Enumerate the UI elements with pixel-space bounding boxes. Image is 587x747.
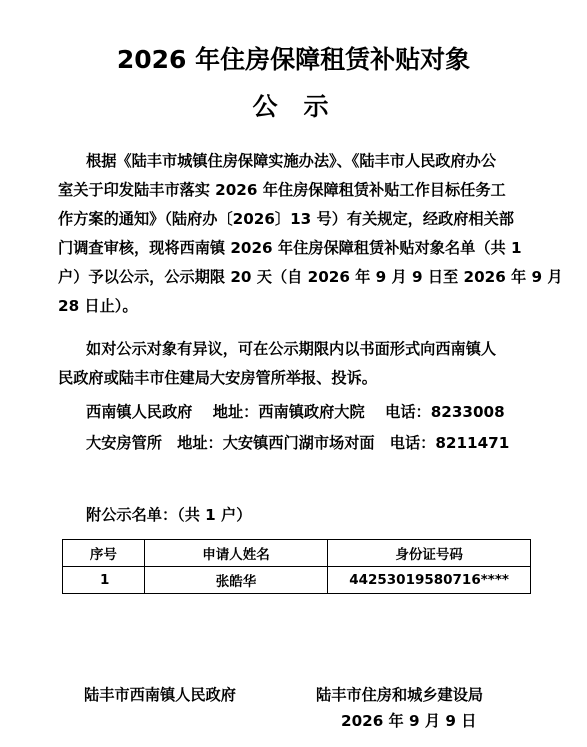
contact-line: 大安房管所 地址：大安镇西门湖市场对面 电话：8211471 (86, 434, 510, 452)
body-line: 根据《陆丰市城镇住房保障实施办法》、《陆丰市人民政府办公 (86, 152, 497, 170)
table-cell: 1 (63, 567, 145, 594)
body-line: 门调查审核，现将西南镇 2026 年住房保障租赁补贴对象名单（共 1 (58, 239, 522, 257)
table-header-row (63, 540, 531, 567)
body-line: 28 日止）。 (58, 297, 138, 315)
table-header-cell: 申请人姓名 (144, 540, 327, 567)
issuer-left: 陆丰市西南镇人民政府 (84, 686, 236, 704)
notice-subtitle: 公示 (252, 92, 355, 121)
table-header-cell: 身份证号码 (328, 540, 531, 567)
notice-title: 2026 年住房保障租赁补贴对象 (116, 45, 471, 74)
table-row (63, 567, 531, 594)
body-line: 民政府或陆丰市住建局大安房管所举报、投诉。 (58, 369, 377, 387)
body-line: 户）予以公示，公示期限 20 天（自 2026 年 9 月 9 日至 2026 年 9 月 (58, 268, 563, 286)
table-cell: 张皓华 (144, 567, 327, 594)
table-header-cell: 序号 (63, 540, 145, 567)
recipient-table (62, 539, 531, 594)
body-line: 室关于印发陆丰市落实 2026 年住房保障租赁补贴工作目标任务工 (58, 181, 506, 199)
attachment-label: 附公示名单：（共 1 户） (86, 506, 252, 524)
body-line: 如对公示对象有异议，可在公示期限内以书面形式向西南镇人 (86, 340, 497, 358)
body-line: 作方案的通知》（陆府办〔2026〕13 号）有关规定，经政府相关部 (58, 210, 514, 228)
table-cell: 44253019580716**** (328, 567, 531, 594)
issue-date: 2026 年 9 月 9 日 (341, 712, 477, 730)
issuer-right: 陆丰市住房和城乡建设局 (316, 686, 484, 704)
contact-line: 西南镇人民政府 地址：西南镇政府大院 电话：8233008 (86, 403, 505, 421)
